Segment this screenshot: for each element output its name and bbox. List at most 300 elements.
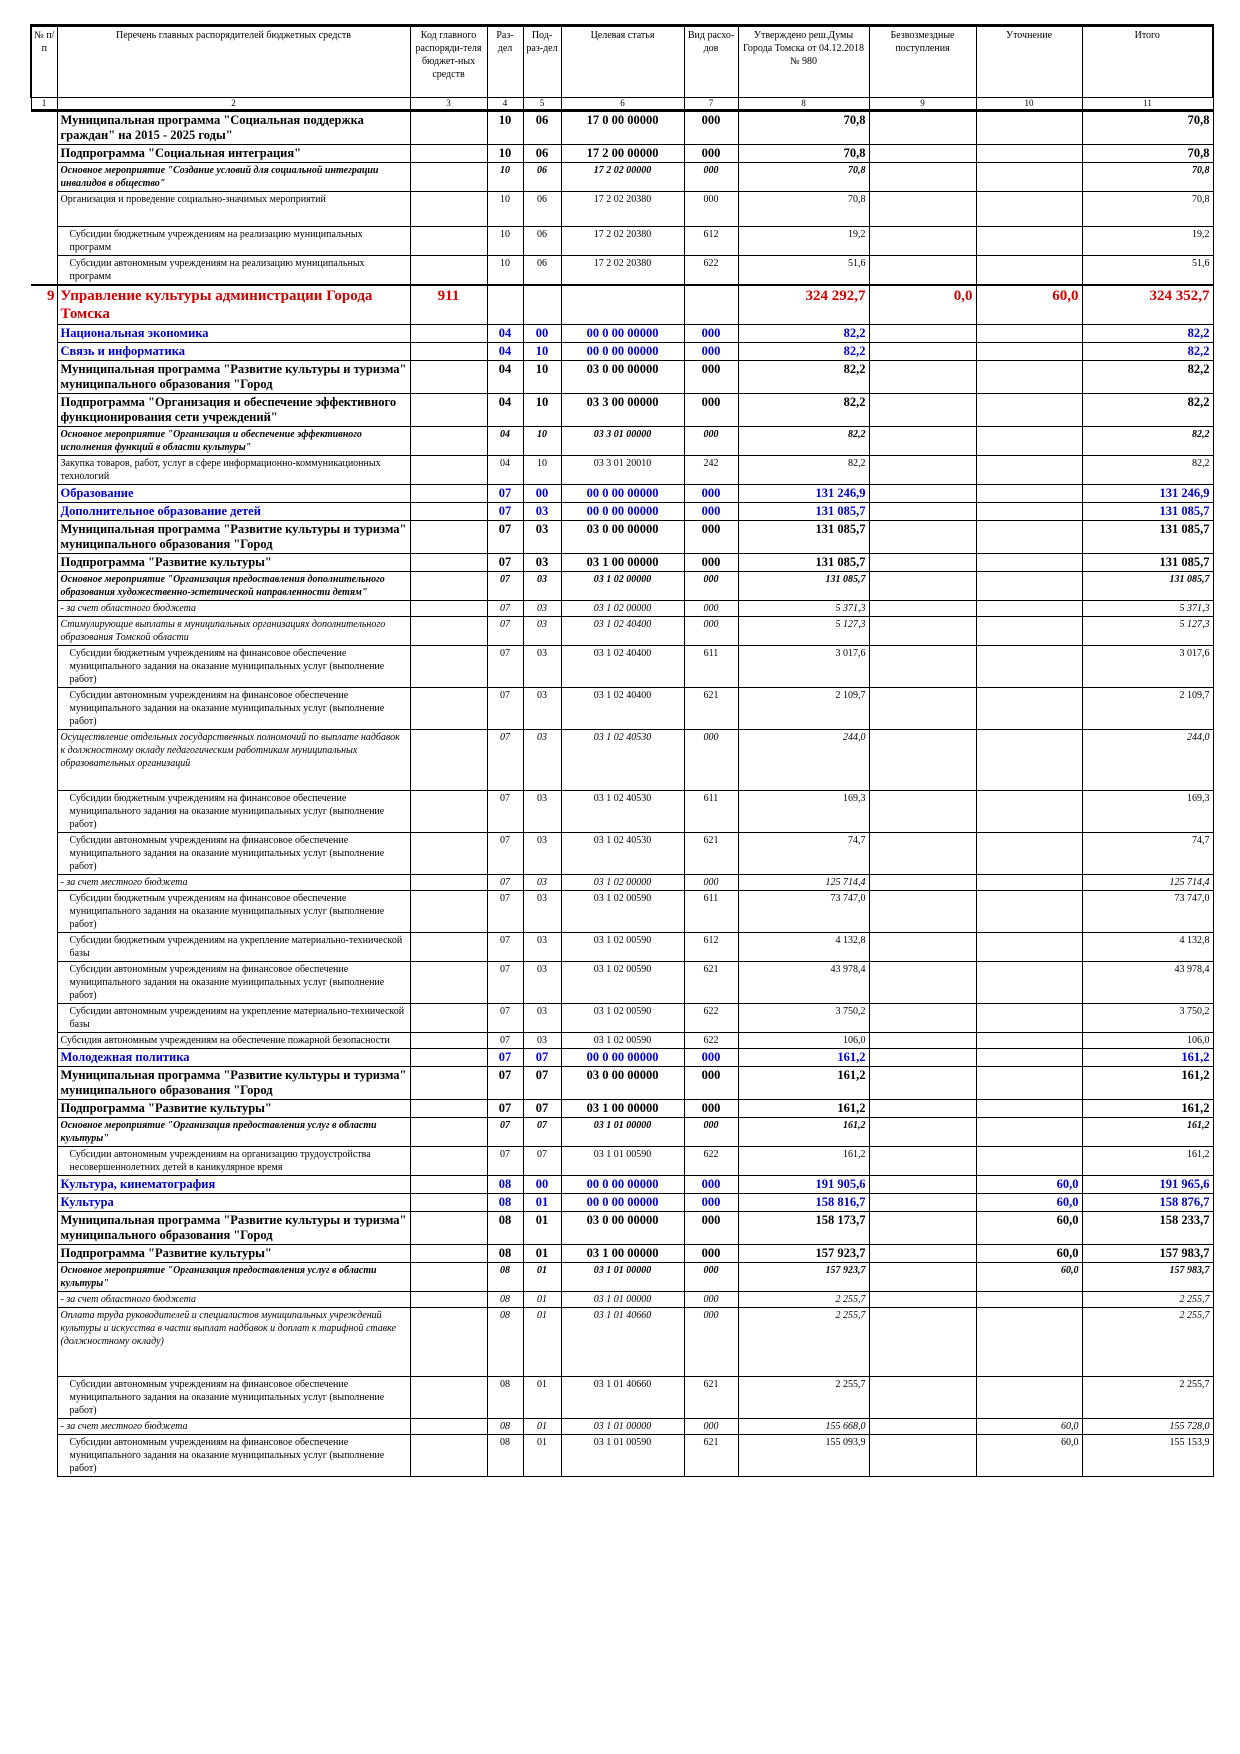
expense-type: 000 xyxy=(684,1245,738,1263)
header-cell: Перечень главных распорядителей бюджетных средств xyxy=(57,26,410,98)
gratuitous-receipts xyxy=(869,427,976,456)
section: 07 xyxy=(487,891,523,933)
section: 04 xyxy=(487,343,523,361)
subsection: 03 xyxy=(523,617,561,646)
manager-code xyxy=(410,554,487,572)
item-name: Образование xyxy=(57,485,410,503)
total: 82,2 xyxy=(1082,427,1213,456)
item-name: Основное мероприятие "Организация предоставления услуг в области культуры" xyxy=(57,1118,410,1147)
item-name: Молодежная политика xyxy=(57,1049,410,1067)
target-article: 00 0 00 00000 xyxy=(561,1049,684,1067)
manager-code xyxy=(410,1100,487,1118)
total: 161,2 xyxy=(1082,1100,1213,1118)
section: 04 xyxy=(487,325,523,343)
item-name: Субсидии автономным учреждениям на укрепление материально-технической базы xyxy=(57,1004,410,1033)
section: 07 xyxy=(487,1147,523,1176)
subsection: 01 xyxy=(523,1377,561,1419)
approved-amount: 161,2 xyxy=(738,1147,869,1176)
target-article: 03 1 02 40400 xyxy=(561,646,684,688)
expense-type: 000 xyxy=(684,361,738,394)
table-row xyxy=(31,485,1213,503)
header-cell: Уточнение xyxy=(976,26,1082,98)
table-row xyxy=(31,227,1213,256)
approved-amount: 5 371,3 xyxy=(738,601,869,617)
header-cell: Раз-дел xyxy=(487,26,523,98)
target-article: 00 0 00 00000 xyxy=(561,343,684,361)
total: 3 017,6 xyxy=(1082,646,1213,688)
header-cell: Утверждено реш.Думы Города Томска от 04.12.2018 № 980 xyxy=(738,26,869,98)
column-number: 9 xyxy=(869,98,976,111)
total: 244,0 xyxy=(1082,730,1213,791)
section: 07 xyxy=(487,791,523,833)
subsection: 03 xyxy=(523,554,561,572)
manager-code xyxy=(410,256,487,286)
table-row xyxy=(31,503,1213,521)
row-number xyxy=(31,485,57,503)
expense-type: 000 xyxy=(684,1100,738,1118)
row-number xyxy=(31,256,57,286)
total: 5 127,3 xyxy=(1082,617,1213,646)
row-number xyxy=(31,1033,57,1049)
adjustment xyxy=(976,688,1082,730)
expense-type: 611 xyxy=(684,646,738,688)
target-article: 03 1 01 00590 xyxy=(561,1147,684,1176)
manager-code xyxy=(410,1308,487,1377)
row-number xyxy=(31,1176,57,1194)
row-number xyxy=(31,1308,57,1377)
subsection: 03 xyxy=(523,891,561,933)
adjustment xyxy=(976,111,1082,145)
total: 4 132,8 xyxy=(1082,933,1213,962)
approved-amount: 82,2 xyxy=(738,427,869,456)
target-article: 03 1 01 00000 xyxy=(561,1292,684,1308)
total: 158 233,7 xyxy=(1082,1212,1213,1245)
subsection: 01 xyxy=(523,1194,561,1212)
manager-code xyxy=(410,111,487,145)
item-name: - за счет местного бюджета xyxy=(57,875,410,891)
section: 08 xyxy=(487,1176,523,1194)
gratuitous-receipts xyxy=(869,646,976,688)
subsection: 07 xyxy=(523,1100,561,1118)
column-number: 1 xyxy=(31,98,57,111)
table-row xyxy=(31,1245,1213,1263)
section: 08 xyxy=(487,1308,523,1377)
target-article: 03 0 00 00000 xyxy=(561,1212,684,1245)
row-number xyxy=(31,325,57,343)
item-name: Субсидии бюджетным учреждениям на финансовое обеспечение муниципального задания на оказание муниципальных услуг (выполнение работ) xyxy=(57,646,410,688)
target-article xyxy=(561,285,684,325)
subsection: 10 xyxy=(523,456,561,485)
table-row xyxy=(31,554,1213,572)
manager-code xyxy=(410,145,487,163)
gratuitous-receipts xyxy=(869,1176,976,1194)
row-number xyxy=(31,554,57,572)
table-row xyxy=(31,1118,1213,1147)
table-row xyxy=(31,962,1213,1004)
expense-type: 611 xyxy=(684,791,738,833)
section: 08 xyxy=(487,1377,523,1419)
row-number xyxy=(31,361,57,394)
approved-amount: 131 085,7 xyxy=(738,554,869,572)
gratuitous-receipts xyxy=(869,163,976,192)
gratuitous-receipts xyxy=(869,361,976,394)
item-name: Оплата труда руководителей и специалистов муниципальных учреждений культуры и искусства в части выплат надбавок и доплат к тарифной ставке (должностному окладу) xyxy=(57,1308,410,1377)
table-row xyxy=(31,688,1213,730)
gratuitous-receipts xyxy=(869,572,976,601)
total: 19,2 xyxy=(1082,227,1213,256)
section: 04 xyxy=(487,456,523,485)
row-number xyxy=(31,572,57,601)
adjustment xyxy=(976,1147,1082,1176)
gratuitous-receipts xyxy=(869,1049,976,1067)
subsection: 01 xyxy=(523,1245,561,1263)
table-row xyxy=(31,394,1213,427)
table-row xyxy=(31,646,1213,688)
gratuitous-receipts xyxy=(869,1212,976,1245)
target-article: 00 0 00 00000 xyxy=(561,1176,684,1194)
adjustment xyxy=(976,227,1082,256)
adjustment: 60,0 xyxy=(976,1419,1082,1435)
manager-code xyxy=(410,1147,487,1176)
subsection: 03 xyxy=(523,503,561,521)
target-article: 03 1 02 40400 xyxy=(561,617,684,646)
total: 155 728,0 xyxy=(1082,1419,1213,1435)
section: 08 xyxy=(487,1292,523,1308)
subsection: 03 xyxy=(523,833,561,875)
item-name: Субсидии автономным учреждениям на финансовое обеспечение муниципального задания на оказание муниципальных услуг (выполнение работ) xyxy=(57,962,410,1004)
adjustment xyxy=(976,485,1082,503)
table-row xyxy=(31,617,1213,646)
table-row xyxy=(31,456,1213,485)
item-name: Муниципальная программа "Развитие культуры и туризма" муниципального образования "Город xyxy=(57,1067,410,1100)
section: 07 xyxy=(487,933,523,962)
approved-amount: 82,2 xyxy=(738,456,869,485)
section xyxy=(487,285,523,325)
section: 07 xyxy=(487,617,523,646)
target-article: 03 1 02 40530 xyxy=(561,791,684,833)
row-number xyxy=(31,192,57,227)
manager-code xyxy=(410,503,487,521)
row-number xyxy=(31,891,57,933)
row-number: 9 xyxy=(31,285,57,325)
target-article: 03 1 02 40400 xyxy=(561,688,684,730)
manager-code xyxy=(410,688,487,730)
gratuitous-receipts xyxy=(869,192,976,227)
subsection: 06 xyxy=(523,192,561,227)
target-article: 03 1 02 00590 xyxy=(561,891,684,933)
row-number xyxy=(31,343,57,361)
approved-amount: 82,2 xyxy=(738,343,869,361)
target-article: 03 3 01 00000 xyxy=(561,427,684,456)
item-name: Субсидия автономным учреждениям на обеспечение пожарной безопасности xyxy=(57,1033,410,1049)
row-number xyxy=(31,617,57,646)
adjustment xyxy=(976,192,1082,227)
expense-type: 622 xyxy=(684,1033,738,1049)
approved-amount: 161,2 xyxy=(738,1067,869,1100)
table-row xyxy=(31,1100,1213,1118)
expense-type: 611 xyxy=(684,891,738,933)
manager-code xyxy=(410,456,487,485)
section: 08 xyxy=(487,1263,523,1292)
target-article: 03 1 02 00000 xyxy=(561,875,684,891)
manager-code xyxy=(410,1049,487,1067)
approved-amount: 3 017,6 xyxy=(738,646,869,688)
table-row xyxy=(31,1308,1213,1377)
gratuitous-receipts xyxy=(869,730,976,791)
target-article: 00 0 00 00000 xyxy=(561,325,684,343)
manager-code xyxy=(410,891,487,933)
target-article: 00 0 00 00000 xyxy=(561,485,684,503)
budget-table xyxy=(30,24,1214,1477)
manager-code xyxy=(410,1194,487,1212)
adjustment xyxy=(976,1049,1082,1067)
total: 131 085,7 xyxy=(1082,521,1213,554)
approved-amount: 161,2 xyxy=(738,1118,869,1147)
total: 131 085,7 xyxy=(1082,572,1213,601)
target-article: 00 0 00 00000 xyxy=(561,503,684,521)
subsection: 03 xyxy=(523,601,561,617)
expense-type: 000 xyxy=(684,1118,738,1147)
target-article: 03 1 00 00000 xyxy=(561,1100,684,1118)
section: 07 xyxy=(487,833,523,875)
item-name: Культура xyxy=(57,1194,410,1212)
gratuitous-receipts xyxy=(869,1004,976,1033)
gratuitous-receipts xyxy=(869,521,976,554)
expense-type: 000 xyxy=(684,145,738,163)
subsection: 06 xyxy=(523,256,561,286)
approved-amount: 2 255,7 xyxy=(738,1377,869,1419)
approved-amount: 82,2 xyxy=(738,361,869,394)
adjustment xyxy=(976,456,1082,485)
table-row xyxy=(31,1377,1213,1419)
item-name: - за счет областного бюджета xyxy=(57,1292,410,1308)
subsection: 03 xyxy=(523,875,561,891)
table-row xyxy=(31,192,1213,227)
approved-amount: 4 132,8 xyxy=(738,933,869,962)
row-number xyxy=(31,688,57,730)
approved-amount: 70,8 xyxy=(738,192,869,227)
section: 04 xyxy=(487,361,523,394)
total: 70,8 xyxy=(1082,111,1213,145)
header-cell: Целевая статья xyxy=(561,26,684,98)
target-article: 17 2 02 20380 xyxy=(561,227,684,256)
adjustment xyxy=(976,1067,1082,1100)
target-article: 17 2 00 00000 xyxy=(561,145,684,163)
section: 07 xyxy=(487,962,523,1004)
subsection: 01 xyxy=(523,1263,561,1292)
total: 157 983,7 xyxy=(1082,1245,1213,1263)
column-number: 7 xyxy=(684,98,738,111)
table-row xyxy=(31,343,1213,361)
manager-code: 911 xyxy=(410,285,487,325)
gratuitous-receipts xyxy=(869,1245,976,1263)
table-row xyxy=(31,1292,1213,1308)
section: 07 xyxy=(487,688,523,730)
adjustment xyxy=(976,1292,1082,1308)
section: 10 xyxy=(487,256,523,286)
expense-type: 000 xyxy=(684,521,738,554)
subsection: 06 xyxy=(523,227,561,256)
adjustment xyxy=(976,730,1082,791)
manager-code xyxy=(410,227,487,256)
section: 07 xyxy=(487,554,523,572)
approved-amount: 324 292,7 xyxy=(738,285,869,325)
expense-type: 000 xyxy=(684,1176,738,1194)
gratuitous-receipts xyxy=(869,875,976,891)
expense-type: 242 xyxy=(684,456,738,485)
adjustment xyxy=(976,601,1082,617)
expense-type: 000 xyxy=(684,1419,738,1435)
target-article: 03 1 00 00000 xyxy=(561,554,684,572)
subsection: 03 xyxy=(523,646,561,688)
expense-type: 621 xyxy=(684,833,738,875)
table-row xyxy=(31,933,1213,962)
adjustment xyxy=(976,1308,1082,1377)
expense-type: 000 xyxy=(684,875,738,891)
manager-code xyxy=(410,1004,487,1033)
item-name: Закупка товаров, работ, услуг в сфере информационно-коммуникационных технологий xyxy=(57,456,410,485)
table-row xyxy=(31,256,1213,286)
adjustment xyxy=(976,163,1082,192)
approved-amount: 2 255,7 xyxy=(738,1292,869,1308)
section: 07 xyxy=(487,1067,523,1100)
adjustment: 60,0 xyxy=(976,1245,1082,1263)
row-number xyxy=(31,646,57,688)
section: 04 xyxy=(487,394,523,427)
section: 08 xyxy=(487,1245,523,1263)
adjustment xyxy=(976,572,1082,601)
expense-type: 621 xyxy=(684,1435,738,1477)
target-article: 03 1 01 00000 xyxy=(561,1118,684,1147)
gratuitous-receipts xyxy=(869,1419,976,1435)
target-article: 03 1 02 00000 xyxy=(561,572,684,601)
manager-code xyxy=(410,485,487,503)
row-number xyxy=(31,521,57,554)
total: 82,2 xyxy=(1082,343,1213,361)
section: 08 xyxy=(487,1419,523,1435)
subsection: 03 xyxy=(523,933,561,962)
expense-type: 000 xyxy=(684,1049,738,1067)
item-name: Национальная экономика xyxy=(57,325,410,343)
table-row xyxy=(31,1435,1213,1477)
subsection: 06 xyxy=(523,163,561,192)
subsection: 01 xyxy=(523,1212,561,1245)
table-row xyxy=(31,1004,1213,1033)
item-name: Субсидии автономным учреждениям на финансовое обеспечение муниципального задания на оказание муниципальных услуг (выполнение работ) xyxy=(57,688,410,730)
item-name: Основное мероприятие "Создание условий для социальной интеграции инвалидов в общество" xyxy=(57,163,410,192)
approved-amount: 2 109,7 xyxy=(738,688,869,730)
expense-type: 000 xyxy=(684,394,738,427)
total: 191 965,6 xyxy=(1082,1176,1213,1194)
item-name: Основное мероприятие "Организация предоставления дополнительного образования художественно-эстетической направленности детям" xyxy=(57,572,410,601)
row-number xyxy=(31,730,57,791)
gratuitous-receipts xyxy=(869,833,976,875)
section: 04 xyxy=(487,427,523,456)
item-name: Субсидии бюджетным учреждениям на реализацию муниципальных программ xyxy=(57,227,410,256)
total: 51,6 xyxy=(1082,256,1213,286)
table-row xyxy=(31,1176,1213,1194)
expense-type: 000 xyxy=(684,427,738,456)
subsection: 06 xyxy=(523,145,561,163)
total: 3 750,2 xyxy=(1082,1004,1213,1033)
subsection: 01 xyxy=(523,1435,561,1477)
manager-code xyxy=(410,1118,487,1147)
adjustment: 60,0 xyxy=(976,285,1082,325)
table-row xyxy=(31,285,1213,325)
column-number: 8 xyxy=(738,98,869,111)
expense-type: 000 xyxy=(684,343,738,361)
target-article: 17 2 02 20380 xyxy=(561,192,684,227)
expense-type: 000 xyxy=(684,1292,738,1308)
subsection: 07 xyxy=(523,1118,561,1147)
item-name: - за счет местного бюджета xyxy=(57,1419,410,1435)
row-number xyxy=(31,111,57,145)
manager-code xyxy=(410,1377,487,1419)
item-name: Субсидии автономным учреждениям на финансовое обеспечение муниципального задания на оказание муниципальных услуг (выполнение работ) xyxy=(57,833,410,875)
row-number xyxy=(31,1194,57,1212)
approved-amount: 161,2 xyxy=(738,1100,869,1118)
manager-code xyxy=(410,325,487,343)
item-name: Связь и информатика xyxy=(57,343,410,361)
target-article: 03 1 02 00590 xyxy=(561,1033,684,1049)
subsection: 01 xyxy=(523,1292,561,1308)
row-number xyxy=(31,163,57,192)
row-number xyxy=(31,962,57,1004)
gratuitous-receipts xyxy=(869,617,976,646)
expense-type: 000 xyxy=(684,1308,738,1377)
total: 2 255,7 xyxy=(1082,1377,1213,1419)
row-number xyxy=(31,1419,57,1435)
table-row xyxy=(31,1419,1213,1435)
row-number xyxy=(31,933,57,962)
manager-code xyxy=(410,1067,487,1100)
adjustment xyxy=(976,791,1082,833)
manager-code xyxy=(410,427,487,456)
adjustment xyxy=(976,503,1082,521)
item-name: Муниципальная программа "Развитие культуры и туризма" муниципального образования "Город xyxy=(57,1212,410,1245)
subsection: 03 xyxy=(523,1004,561,1033)
table-row xyxy=(31,111,1213,145)
adjustment xyxy=(976,891,1082,933)
adjustment xyxy=(976,1033,1082,1049)
expense-type: 000 xyxy=(684,325,738,343)
subsection: 03 xyxy=(523,572,561,601)
table-row xyxy=(31,891,1213,933)
manager-code xyxy=(410,1292,487,1308)
row-number xyxy=(31,394,57,427)
gratuitous-receipts xyxy=(869,688,976,730)
item-name: Субсидии автономным учреждениям на реализацию муниципальных программ xyxy=(57,256,410,286)
total: 2 255,7 xyxy=(1082,1308,1213,1377)
adjustment xyxy=(976,1004,1082,1033)
item-name: Осуществление отдельных государственных полномочий по выплате надбавок к должностному окладу педагогическим работникам муниципальных образовательных организаций xyxy=(57,730,410,791)
approved-amount: 73 747,0 xyxy=(738,891,869,933)
approved-amount: 82,2 xyxy=(738,325,869,343)
manager-code xyxy=(410,1033,487,1049)
table-row xyxy=(31,791,1213,833)
manager-code xyxy=(410,1419,487,1435)
column-number: 2 xyxy=(57,98,410,111)
gratuitous-receipts xyxy=(869,1118,976,1147)
approved-amount: 157 923,7 xyxy=(738,1263,869,1292)
manager-code xyxy=(410,394,487,427)
total: 82,2 xyxy=(1082,361,1213,394)
item-name: Дополнительное образование детей xyxy=(57,503,410,521)
approved-amount: 19,2 xyxy=(738,227,869,256)
expense-type: 000 xyxy=(684,1067,738,1100)
row-number xyxy=(31,427,57,456)
approved-amount: 106,0 xyxy=(738,1033,869,1049)
